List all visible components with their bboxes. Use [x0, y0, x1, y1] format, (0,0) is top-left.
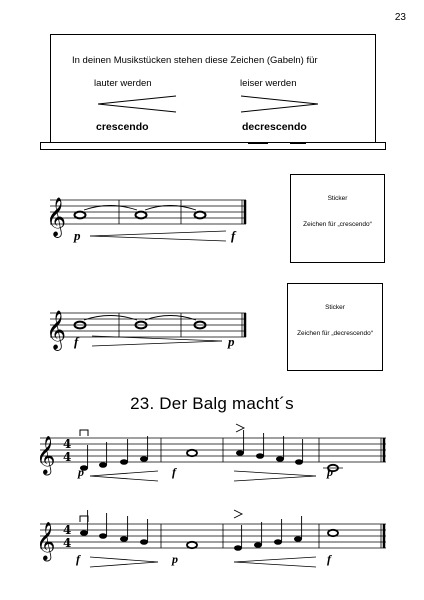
svg-text:4: 4 — [63, 523, 72, 537]
quarter-notes — [80, 510, 302, 551]
dynamic-mark: f — [76, 552, 80, 566]
whole-notes — [187, 450, 343, 471]
board-hairpins — [0, 0, 424, 150]
bellows-close-icon — [80, 430, 88, 436]
dynamic-mark: f — [172, 465, 176, 479]
treble-clef-icon: 𝄞 — [36, 521, 56, 560]
exercise-2-staff — [0, 303, 424, 363]
decrescendo-hairpin-icon — [92, 336, 222, 346]
louder-label: lauter werden — [94, 78, 152, 89]
dynamic-mark: f — [74, 334, 79, 349]
bellows-close-icon — [80, 516, 88, 522]
svg-text:4: 4 — [63, 536, 72, 550]
treble-clef-icon: 𝄞 — [36, 435, 56, 474]
crescendo-hairpin-icon — [90, 231, 226, 241]
accent-icon — [234, 510, 242, 518]
crescendo-hairpin-icon — [98, 96, 176, 112]
dynamic-mark: p — [172, 552, 178, 566]
whole-notes — [187, 530, 338, 548]
dynamic-mark: p — [74, 228, 81, 243]
hairpins — [90, 471, 316, 481]
sticker-caption: Zeichen für „crescendo“ — [303, 221, 372, 228]
time-signature — [63, 523, 71, 550]
board-intro-text: In deinen Musikstücken stehen diese Zeichen (Gabeln) für — [72, 55, 318, 66]
sticker-caption: Zeichen für „decrescendo“ — [297, 330, 373, 337]
svg-text:4: 4 — [63, 437, 72, 451]
song-line-2-staff — [0, 516, 424, 576]
sticker-title: Sticker — [327, 195, 348, 202]
whole-notes — [75, 212, 206, 219]
dynamic-mark: f — [231, 228, 236, 243]
treble-clef-icon: 𝄞 — [46, 197, 67, 237]
dynamic-mark: p — [228, 334, 235, 349]
dynamic-mark: p — [78, 465, 84, 479]
treble-clef-icon: 𝄞 — [46, 310, 67, 350]
page-number: 23 — [394, 12, 406, 23]
sticker-title: Sticker — [325, 304, 345, 311]
dynamic-mark: f — [327, 552, 331, 566]
time-signature — [63, 437, 71, 464]
hairpins — [90, 557, 316, 567]
song-title: 23. Der Balg macht´s — [130, 394, 294, 413]
svg-text:4: 4 — [63, 450, 72, 464]
song-line-1-staff — [0, 430, 424, 490]
dynamic-mark: p — [327, 465, 333, 479]
crescendo-word: crescendo — [96, 121, 149, 133]
exercise-1-staff — [0, 190, 424, 250]
accent-icon — [236, 424, 244, 432]
decrescendo-hairpin-icon — [241, 96, 318, 112]
decrescendo-word: decrescendo — [242, 121, 307, 133]
softer-label: leiser werden — [240, 78, 297, 89]
